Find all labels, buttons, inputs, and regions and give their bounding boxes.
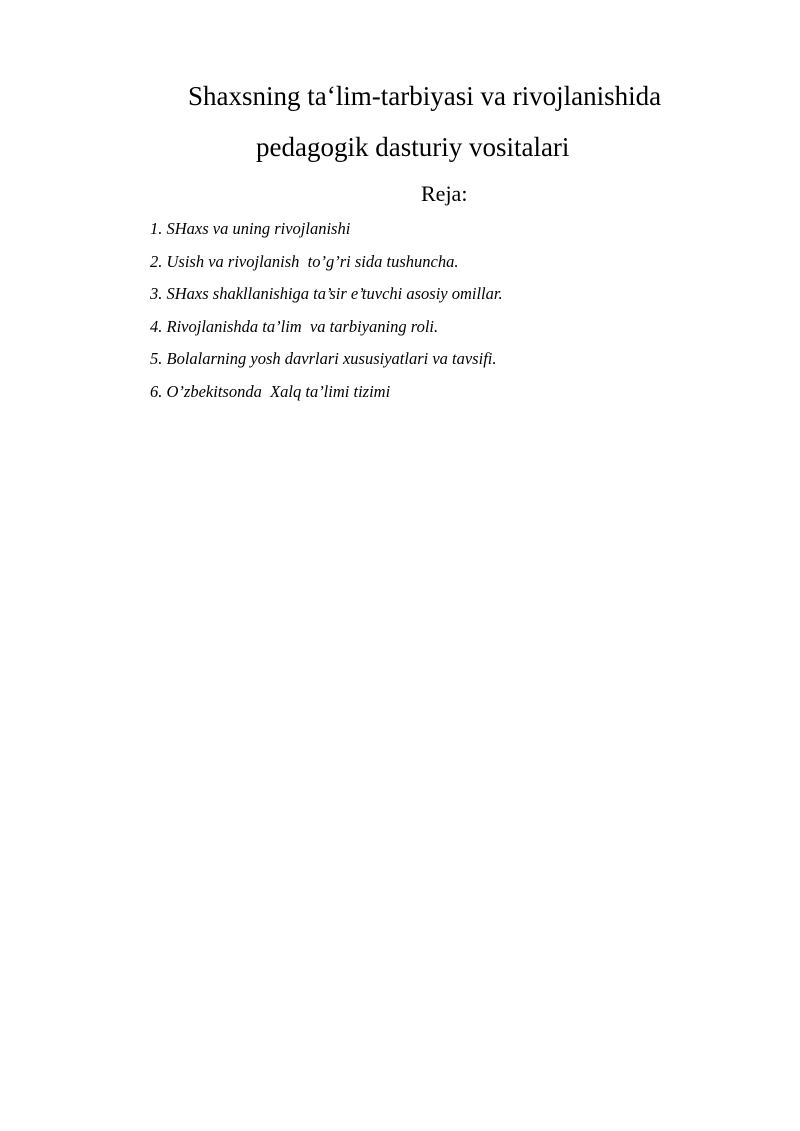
plan-item-2: 2. Usish va rivojlanish to’g’ri sida tushuncha.	[150, 251, 459, 271]
plan-heading: Reja:	[421, 181, 468, 206]
plan-list	[150, 219, 503, 414]
document-title-line-1: Shaxsning ta‘lim-tarbiyasi va rivojlanishida	[188, 81, 662, 111]
plan-item-4: 4. Rivojlanishda ta’lim va tarbiyaning roli.	[150, 316, 439, 336]
document-title-line-2: pedagogik dasturiy vositalari	[256, 132, 570, 162]
plan-item-6: 6. O’zbekitsonda Xalq ta’limi tizimi	[150, 381, 391, 401]
plan-item-5: 5. Bolalarning yosh davrlari xususiyatlari va tavsifi.	[150, 349, 497, 368]
plan-item-3: 3. SHaxs shakllanishiga ta’sir e’tuvchi asosiy omillar.	[150, 284, 503, 303]
plan-item-1: 1. SHaxs va uning rivojlanishi	[150, 219, 351, 238]
